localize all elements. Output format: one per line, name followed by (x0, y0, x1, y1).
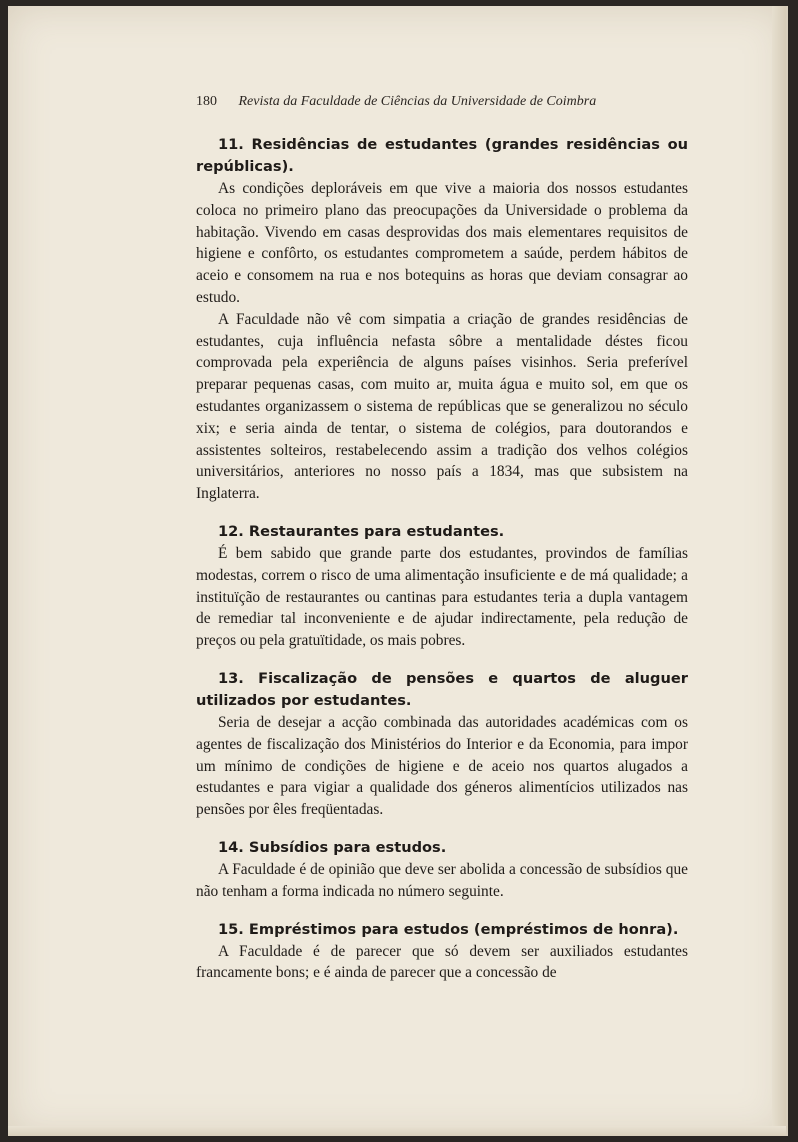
section-heading: 15. Empréstimos para estudos (empréstimos de honra). (218, 920, 679, 938)
section-13 (196, 668, 688, 821)
book-page (8, 6, 788, 1136)
section-15 (196, 919, 688, 985)
running-head (196, 94, 648, 110)
section-heading: 13. Fiscalização de pensões e quartos de aluguer utilizados por estudantes. (196, 669, 688, 709)
paragraph: Seria de desejar a acção combinada das autoridades académicas com os agentes de fiscalização dos Ministérios do Interior e da Economia, para impor um mínimo de condições de higiene e de aceio nos quartos alugados a estudantes e para vigiar a qualidade dos géneros alimentícios utilizados nas pensões por êles freqüentadas. (196, 713, 688, 819)
paragraph: As condições deploráveis em que vive a maioria dos nossos estudantes coloca no primeiro plano das preocupações da Universidade o problema da habitação. Vivendo em casas desprovidas dos mais elementares requisitos de higiene e confôrto, os estudantes comprometem a saúde, perdem hábitos de aceio e consomem na rua e nos botequins as horas que deviam consagrar ao estudo. (196, 180, 688, 306)
page-bottom-edge (8, 1126, 786, 1136)
section-14 (196, 837, 688, 903)
page-number: 180 (196, 94, 217, 109)
section-heading: 11. Residências de estudantes (grandes residências ou repúblicas). (196, 136, 688, 175)
journal-title: Revista da Faculdade de Ciências da Universidade de Coimbra (238, 94, 597, 109)
section-heading: 12. Restaurantes para estudantes. (218, 522, 505, 540)
paragraph: É bem sabido que grande parte dos estudantes, provindos de famílias modestas, correm o risco de uma alimentação insuficiente e de má qualidade; a instituïção de restaurantes ou cantinas para estudantes teria a dupla vantagem de remediar tal inconveniente e de ajudar indirectamente, pela redução de preços ou pela gratuïtidade, os mais pobres. (196, 544, 688, 650)
page-edge (772, 6, 786, 1136)
body-text (196, 134, 688, 984)
paragraph: A Faculdade não vê com simpatia a criação de grandes residências de estudantes, cuja influência nefasta sôbre a mentalidade déstes ficou comprovada pela experiência de alguns países visinhos. Seria preferível preparar pequenas casas, com muito ar, muita água e muito sol, em que os estudantes organizassem o sistema de repúblicas que se generalizou no século xix; e seria ainda de tentar, o sistema de colégios, para doutorandos e assistentes solteiros, restabelecendo assim a tradição dos velhos colégios universitários, anteriores no nosso país a 1834, mas que subsistem na Inglaterra. (196, 310, 688, 503)
paragraph: A Faculdade é de opinião que deve ser abolida a concessão de subsídios que não tenham a forma indicada no número seguinte. (196, 860, 688, 900)
section-12 (196, 521, 688, 652)
paragraph: A Faculdade é de parecer que só devem ser auxiliados estudantes francamente bons; e é ainda de parecer que a concessão de (196, 942, 688, 982)
section-heading: 14. Subsídios para estudos. (218, 838, 447, 856)
section-11 (196, 134, 688, 505)
